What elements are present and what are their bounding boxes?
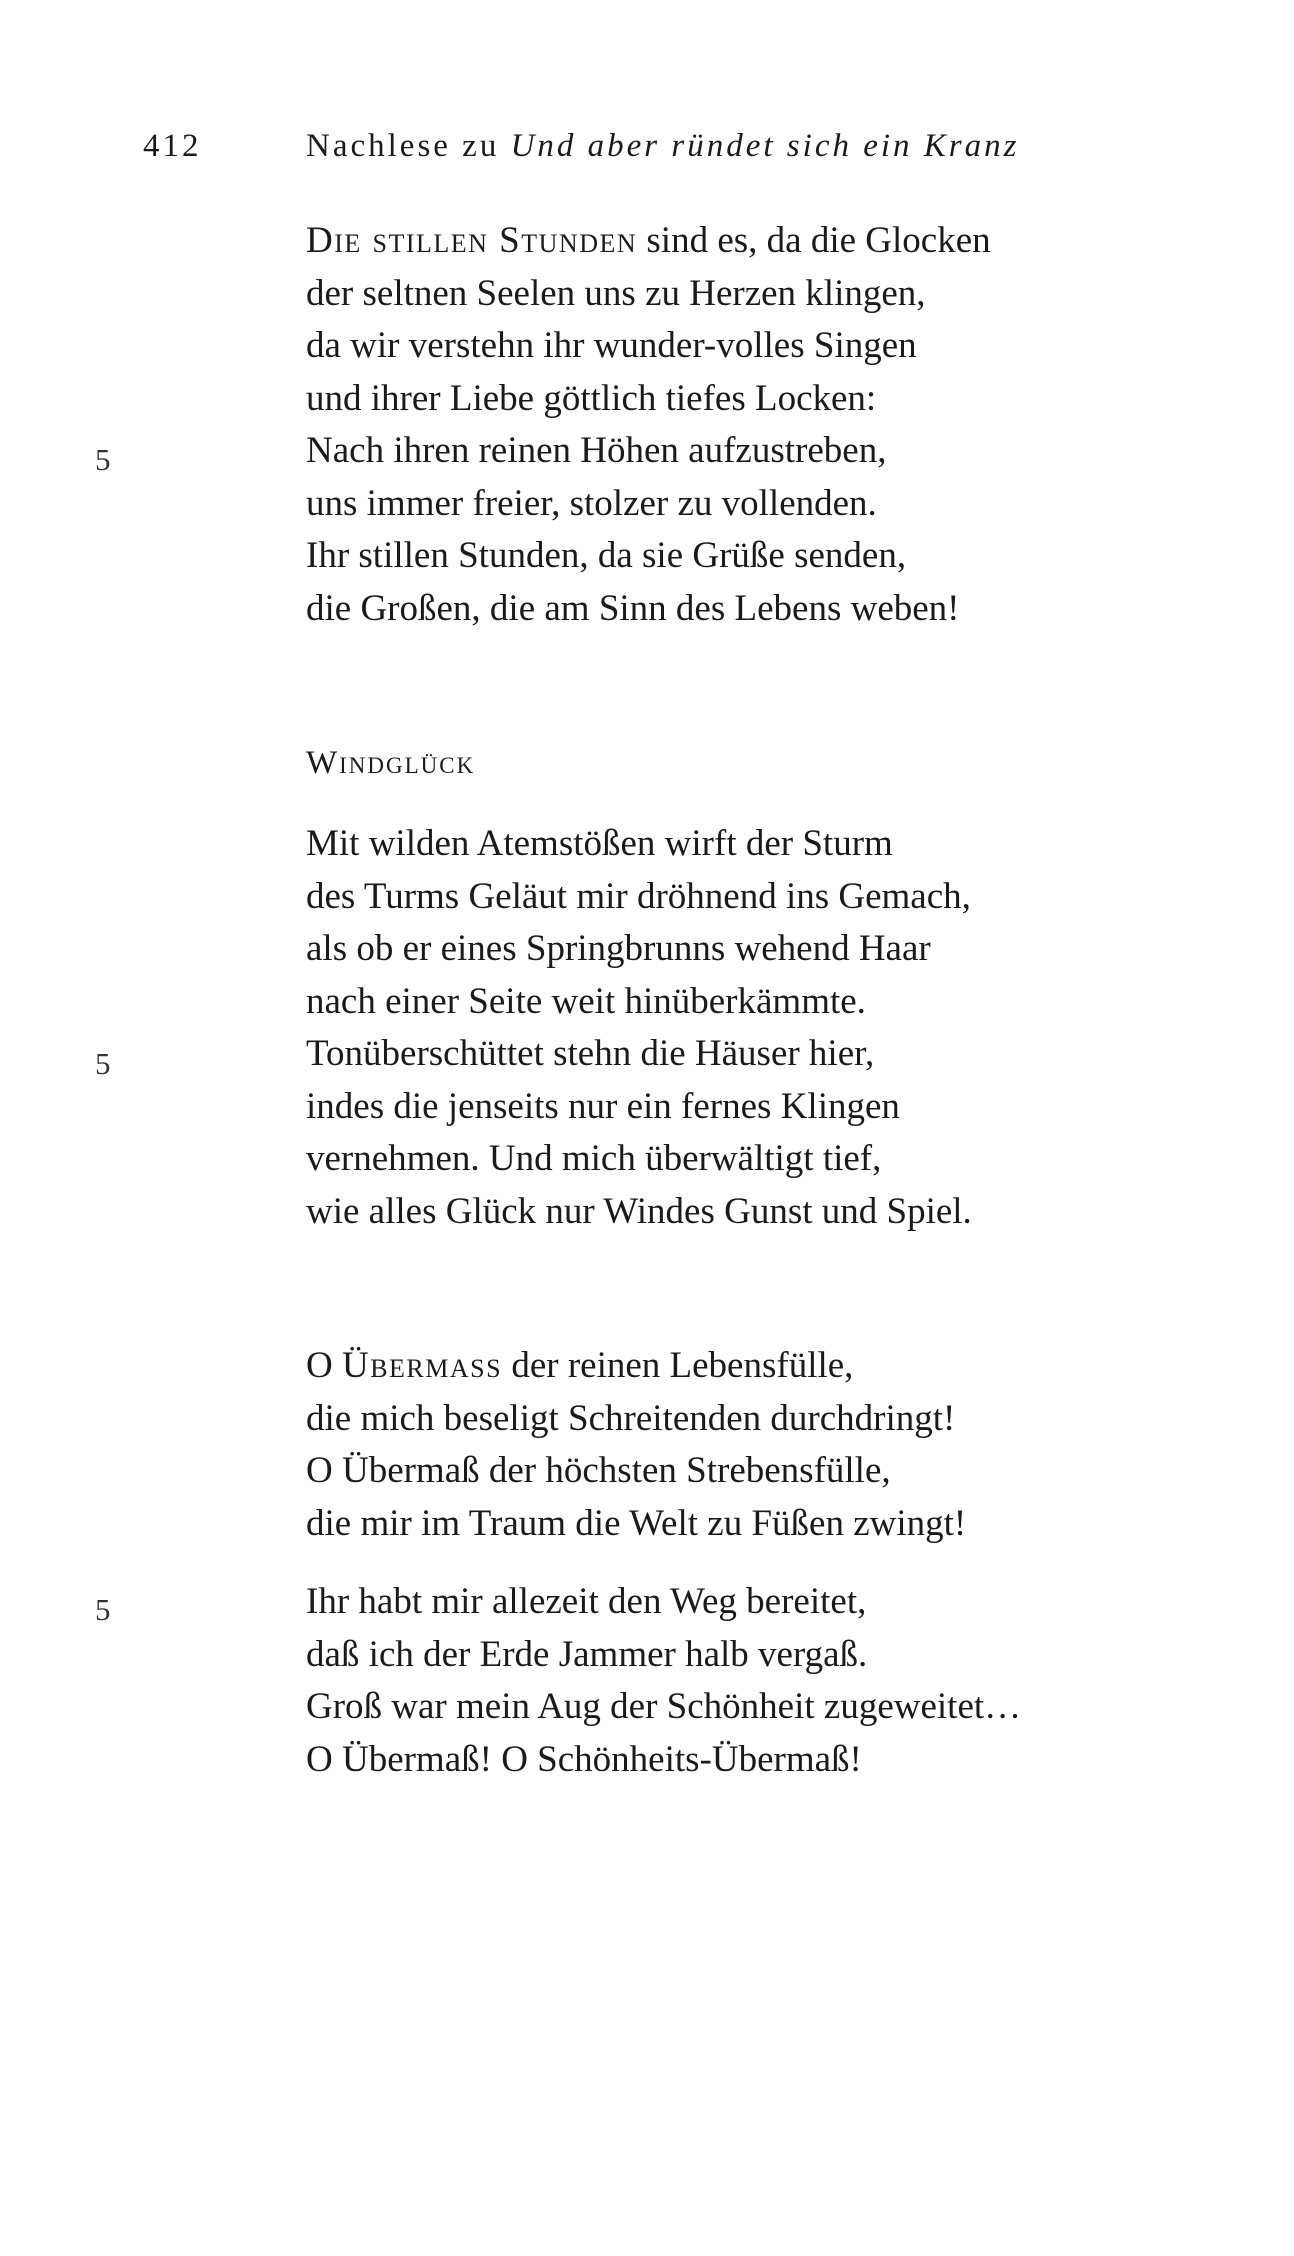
running-title-prefix: Nachlese zu xyxy=(306,128,511,164)
poem-line: des Turms Geläut mir dröhnend ins Gemach, xyxy=(306,875,971,917)
poem-line: und ihrer Liebe göttlich tiefes Locken: xyxy=(306,377,877,419)
poem-line-text: sind es, da die Glocken xyxy=(637,220,991,261)
poem-line: Ihr habt mir allezeit den Weg bereitet, xyxy=(306,1581,867,1622)
page-number: 412 xyxy=(143,128,202,164)
poem-line: nach einer Seite weit hinüberkämmte. xyxy=(306,980,866,1022)
poem-line: die mich beseligt Schreitenden durchdringt! xyxy=(306,1397,956,1439)
poem-line-prefix: O xyxy=(306,1345,342,1386)
poem-o-uebermass xyxy=(306,1340,1021,1786)
poem-line: uns immer freier, stolzer zu vollenden. xyxy=(306,482,877,524)
poem-incipit: Die stillen Stunden xyxy=(306,220,638,261)
running-title xyxy=(306,128,1019,165)
poem-line: die mir im Traum die Welt zu Füßen zwingt! xyxy=(306,1502,967,1544)
poem-line: da wir verstehn ihr wunder-volles Singen xyxy=(306,325,917,366)
running-head xyxy=(0,128,1294,178)
poem-line: vernehmen. Und mich überwältigt tief, xyxy=(306,1138,882,1179)
line-number: 5 xyxy=(95,442,111,477)
poem-line-text: der reinen Lebensfülle, xyxy=(502,1345,854,1386)
poem-windglueck xyxy=(306,818,972,1238)
poem-line: O Übermaß der höchsten Strebensfülle, xyxy=(306,1450,891,1491)
poem-line: der seltnen Seelen uns zu Herzen klingen, xyxy=(306,272,926,314)
poem-line: wie alles Glück nur Windes Gunst und Spiel. xyxy=(306,1190,972,1232)
poem-line: Tonüberschüttet stehn die Häuser hier, xyxy=(306,1033,875,1074)
poem-line: Ihr stillen Stunden, da sie Grüße senden, xyxy=(306,535,907,576)
poem-line xyxy=(306,1340,1021,1393)
line-number: 5 xyxy=(95,1046,111,1081)
poem-line: indes die jenseits nur ein fernes Klingen xyxy=(306,1085,900,1127)
poem-line: Mit wilden Atemstößen wirft der Sturm xyxy=(306,823,893,864)
poem-line: Groß war mein Aug der Schönheit zugeweitet… xyxy=(306,1686,1022,1727)
poem-line: O Übermaß! O Schönheits-Übermaß! xyxy=(306,1738,862,1780)
stanza-break xyxy=(306,1550,1021,1576)
poem-line xyxy=(306,215,991,268)
poem-line: Nach ihren reinen Höhen aufzustreben, xyxy=(306,430,887,471)
poem-line: die Großen, die am Sinn des Lebens weben! xyxy=(306,587,960,629)
poem-title: Windglück xyxy=(306,745,476,781)
poem-line: daß ich der Erde Jammer halb vergaß. xyxy=(306,1633,868,1675)
line-number: 5 xyxy=(95,1592,111,1627)
work-title: Und aber ründet sich ein Kranz xyxy=(510,128,1020,164)
poem-line: als ob er eines Springbrunns wehend Haar xyxy=(306,928,931,969)
poem-incipit: Übermass xyxy=(341,1345,503,1386)
poem-die-stillen-stunden xyxy=(306,215,991,635)
